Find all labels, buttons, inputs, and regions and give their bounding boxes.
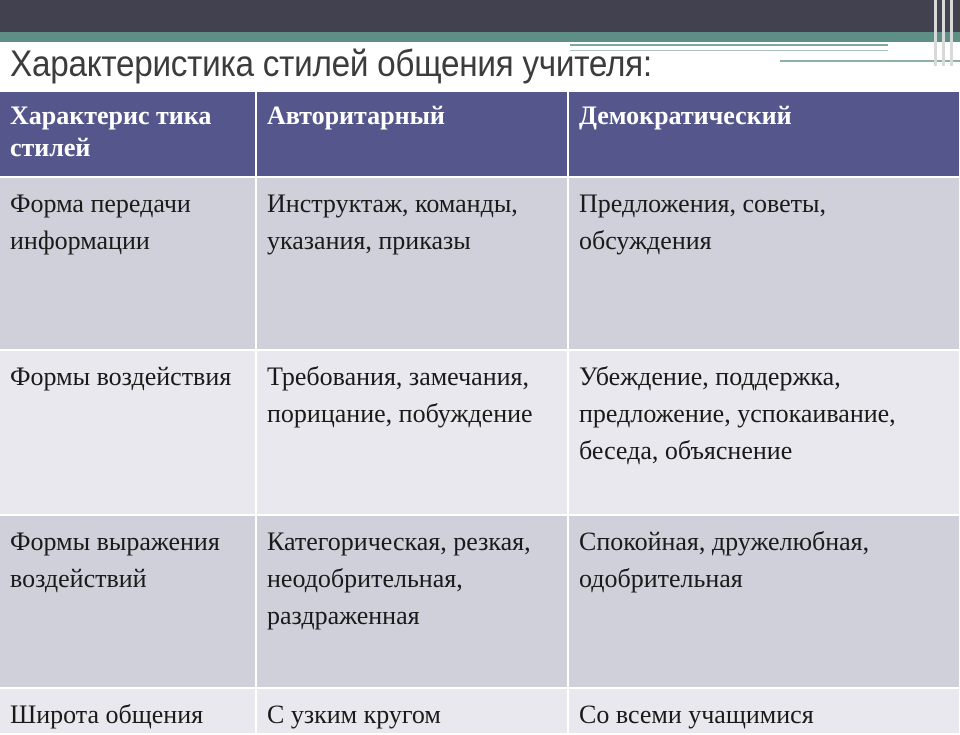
slide-top-bar (0, 0, 960, 32)
authoritarian-cell: Категорическая, резкая, неодобрительная, раздраженная (256, 515, 568, 688)
header-cell-characteristic: Характерис тика стилей (0, 92, 256, 177)
table-header-row (0, 92, 960, 177)
table-row (0, 688, 960, 734)
authoritarian-cell: Инструктаж, команды, указания, приказы (256, 177, 568, 350)
authoritarian-cell: Требования, замечания, порицание, побуждение (256, 350, 568, 515)
table-row (0, 177, 960, 350)
row-label-cell: Формы воздействия (0, 350, 256, 515)
democratic-cell: Со всеми учащимися (568, 688, 960, 734)
slide-title: Характеристика стилей общения учителя: (10, 43, 652, 84)
democratic-cell: Убеждение, поддержка, предложение, успокаивание, беседа, объяснение (568, 350, 960, 515)
row-label-cell: Широта общения (0, 688, 256, 734)
corner-decoration (928, 0, 960, 66)
header-cell-authoritarian: Авторитарный (256, 92, 568, 177)
democratic-cell: Спокойная, дружелюбная, одобрительная (568, 515, 960, 688)
democratic-cell: Предложения, советы, обсуждения (568, 177, 960, 350)
row-label-cell: Формы выражения воздействий (0, 515, 256, 688)
comparison-table-container (0, 92, 960, 729)
table-row (0, 515, 960, 688)
header-cell-democratic: Демократический (568, 92, 960, 177)
row-label-cell: Форма передачи информации (0, 177, 256, 350)
authoritarian-cell: С узким кругом (256, 688, 568, 734)
comparison-table (0, 92, 960, 735)
table-row (0, 350, 960, 515)
